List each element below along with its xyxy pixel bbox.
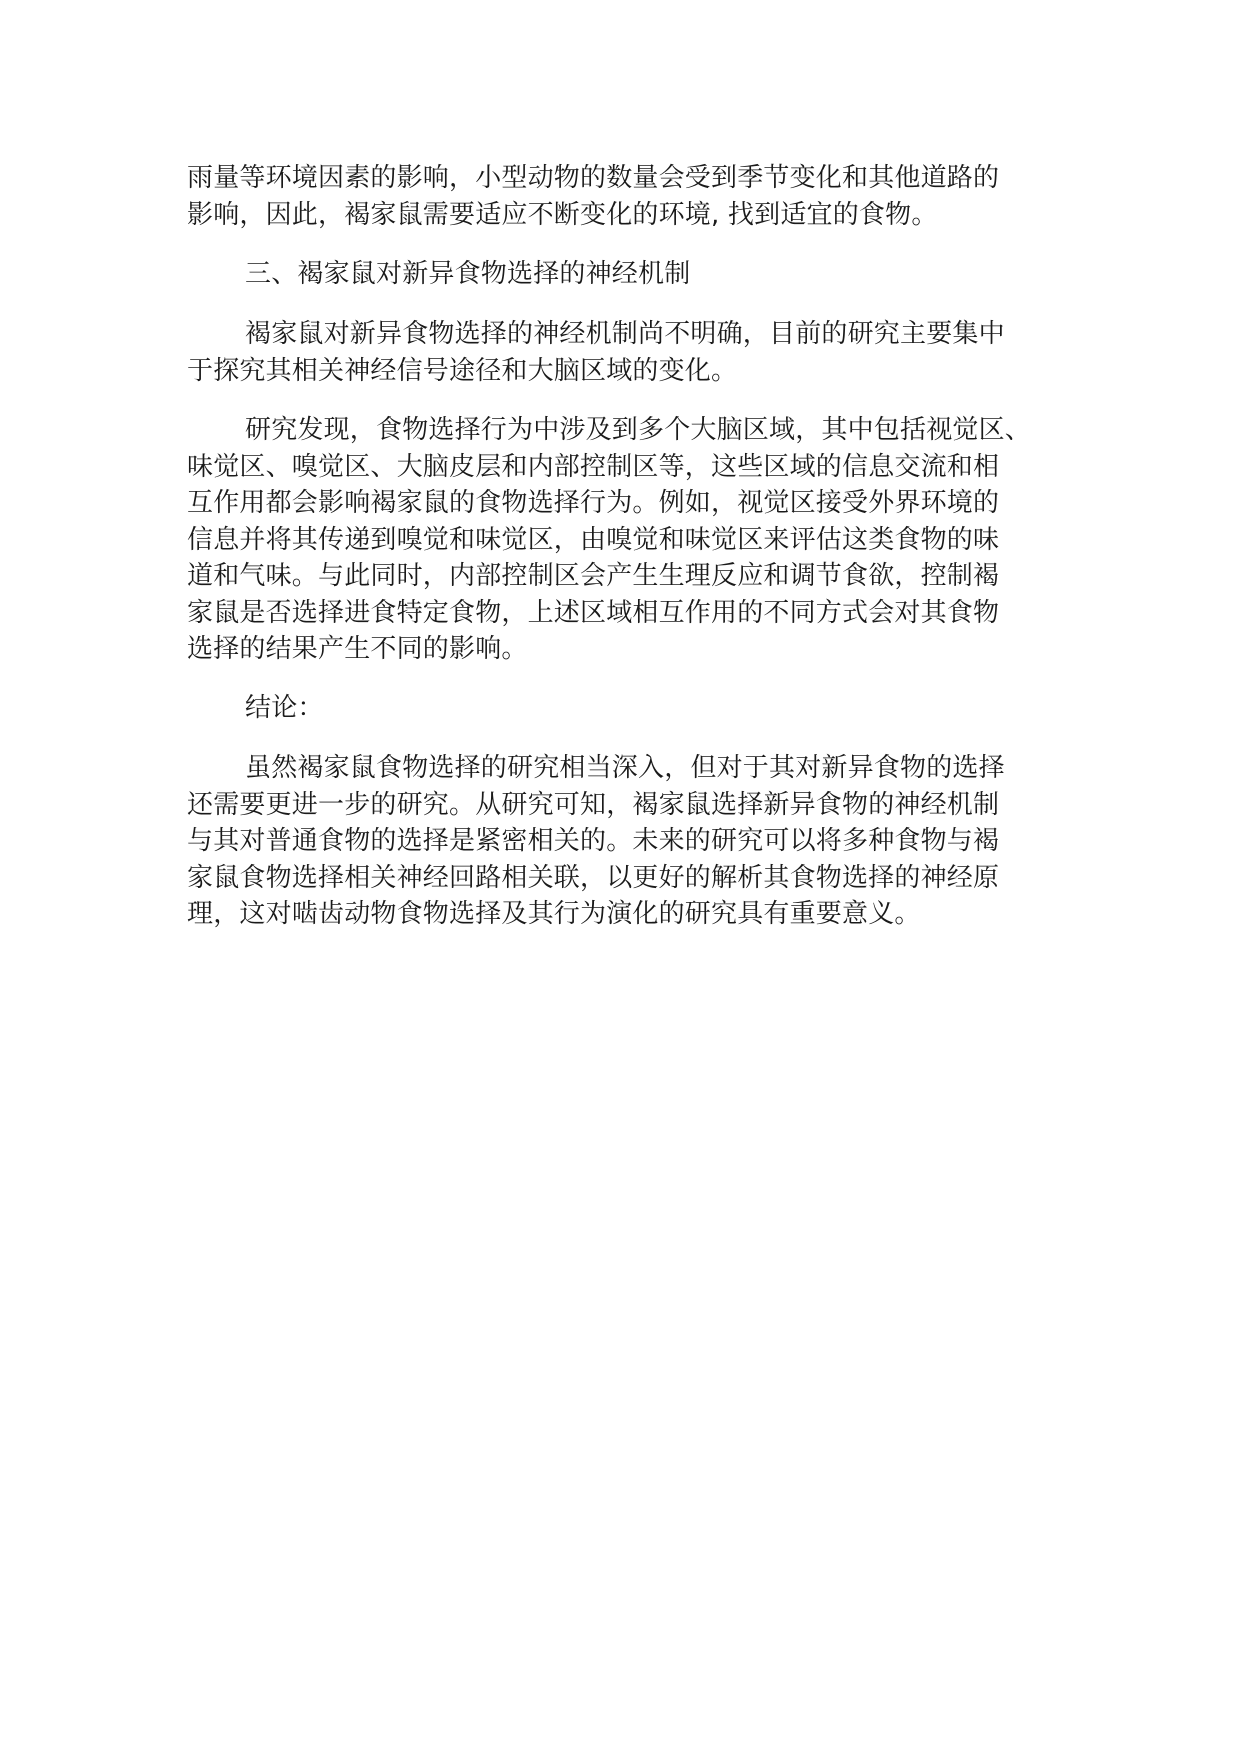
text-line: 道和气味。与此同时，内部控制区会产生生理反应和调节食欲，控制褐 <box>187 561 1000 591</box>
section-heading: 三、褐家鼠对新异食物选择的神经机制 <box>245 259 691 289</box>
text-line: 研究发现，食物选择行为中涉及到多个大脑区域，其中包括视觉区、 <box>245 415 1032 445</box>
text-line: 影响，因此，褐家鼠需要适应不断变化的环境, 找到适宜的食物。 <box>187 200 938 230</box>
text-line: 褐家鼠对新异食物选择的神经机制尚不明确，目前的研究主要集中 <box>245 319 1005 349</box>
text-line: 互作用都会影响褐家鼠的食物选择行为。例如，视觉区接受外界环境的 <box>187 488 1000 518</box>
text-line: 虽然褐家鼠食物选择的研究相当深入，但对于其对新异食物的选择 <box>245 753 1005 783</box>
text-line: 理，这对啮齿动物食物选择及其行为演化的研究具有重要意义。 <box>187 899 921 929</box>
text-line: 选择的结果产生不同的影响。 <box>187 634 528 664</box>
text-line: 信息并将其传递到嗅觉和味觉区，由嗅觉和味觉区来评估这类食物的味 <box>187 525 1000 555</box>
text-line: 与其对普通食物的选择是紧密相关的。未来的研究可以将多种食物与褐 <box>187 826 1000 856</box>
text-line: 于探究其相关神经信号途径和大脑区域的变化。 <box>187 356 738 386</box>
text-line: 家鼠是否选择进食特定食物，上述区域相互作用的不同方式会对其食物 <box>187 598 1000 628</box>
text-line: 雨量等环境因素的影响，小型动物的数量会受到季节变化和其他道路的 <box>187 163 1000 193</box>
text-line: 还需要更进一步的研究。从研究可知，褐家鼠选择新异食物的神经机制 <box>187 790 1000 820</box>
text-line: 味觉区、嗅觉区、大脑皮层和内部控制区等，这些区域的信息交流和相 <box>187 452 1000 482</box>
text-line: 家鼠食物选择相关神经回路相关联，以更好的解析其食物选择的神经原 <box>187 863 1000 893</box>
conclusion-heading: 结论： <box>245 693 324 723</box>
